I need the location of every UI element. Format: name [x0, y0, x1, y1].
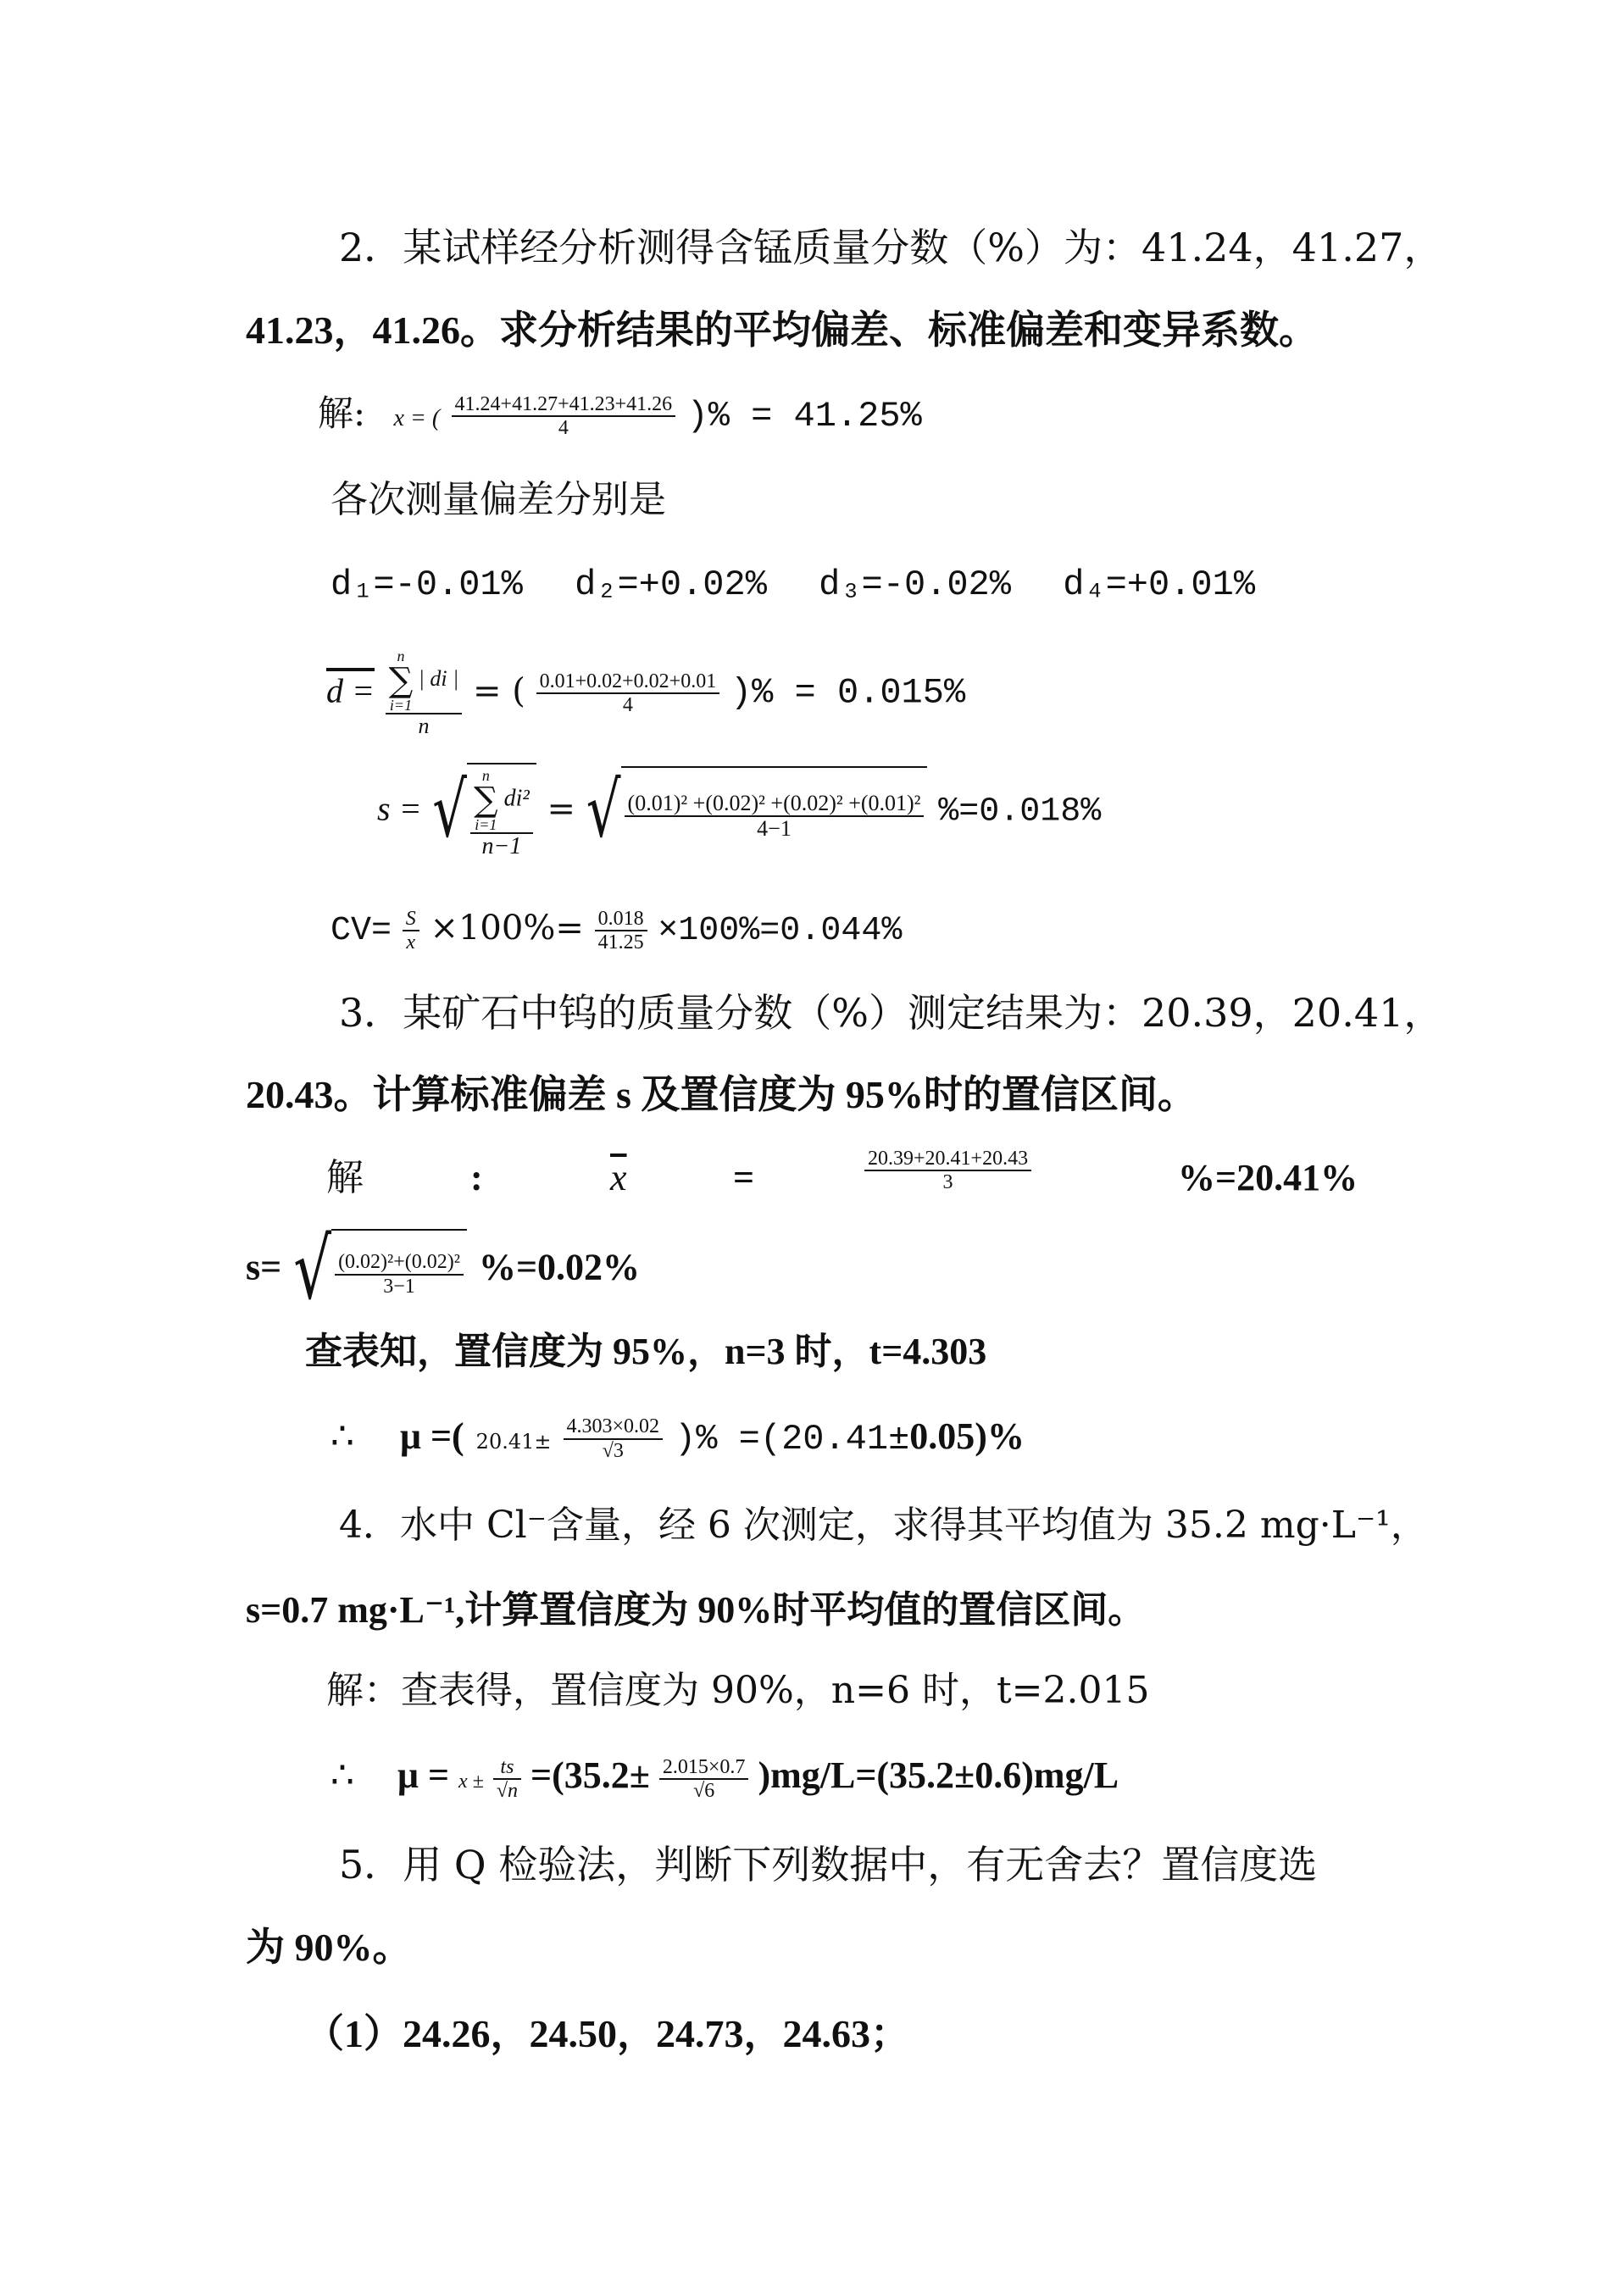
q2-s-sum-top: n	[481, 767, 490, 784]
q2-dbar-fraction2	[536, 670, 720, 717]
sqrt-icon: √	[586, 767, 621, 856]
q3-mean-num: 20.39+20.41+20.43	[864, 1148, 1031, 1171]
sqrt-icon: √	[432, 767, 468, 856]
q2-s-eq: =	[547, 789, 576, 829]
q2-cv-f1-num: S	[403, 908, 419, 931]
q4-mu-f2-den: √6	[693, 1779, 715, 1802]
therefore-icon: ∴	[331, 1415, 354, 1458]
q5-text-line1: 5．用 Q 检验法，判断下列数据中，有无舍去？置信度选	[339, 1842, 1318, 1887]
q2-dbar-sum-top: n	[397, 648, 405, 664]
q3-text-line1: 3．某矿石中钨的质量分数（%）测定结果为：20.39，20.41，	[339, 990, 1443, 1036]
q2-std-deviation-formula	[377, 763, 1101, 860]
q3-mu-rhs2: 0.05)%	[909, 1415, 1025, 1457]
q3-mean-den: 3	[942, 1171, 953, 1194]
q2-dev-1: d₁=-0.01%	[331, 564, 523, 605]
q3-s-fraction	[335, 1251, 464, 1298]
q5-text-line2: 为 90%。	[246, 1926, 412, 1969]
q2-dbar-sum-bot: i=1	[389, 697, 413, 714]
q2-s-sqrt2	[586, 766, 928, 856]
q3-mu-den: √3	[602, 1439, 624, 1462]
q2-mean-lhs: x = (	[393, 405, 441, 431]
q2-cv-f2-num: 0.018	[595, 908, 647, 931]
q2-cv-f2-den: 41.25	[597, 931, 644, 953]
q3-mu-formula	[331, 1403, 1025, 1476]
q3-s-num: (0.02)²+(0.02)²	[335, 1251, 464, 1275]
q2-s-sum-bot: i=1	[475, 816, 497, 833]
q3-s-den: 3−1	[383, 1275, 415, 1298]
q2-s-sum	[474, 768, 498, 832]
q3-mean-rhs: %=20.41%	[1178, 1157, 1358, 1198]
q4-mu-fraction2	[659, 1756, 749, 1803]
q2-dev-3: d₃=-0.02%	[819, 564, 1011, 605]
q2-s-num	[470, 768, 533, 834]
q2-mean-den: 4	[558, 417, 569, 439]
q2-dbar-rhs: )% = 0.015%	[730, 672, 966, 714]
q2-dbar-symbol: d =	[326, 671, 375, 710]
q2-s-den2: 4−1	[757, 816, 792, 842]
q3-mu-fraction	[564, 1415, 664, 1462]
q4-mu-fraction1	[493, 1756, 521, 1803]
q4-mu-f2-num: 2.015×0.7	[659, 1756, 749, 1780]
q2-mean-num: 41.24+41.27+41.23+41.26	[452, 393, 676, 417]
q3-mu-rhs1: )% =(20.41±	[675, 1419, 910, 1459]
q3-mean-formula	[0, 1148, 1622, 1220]
q4-mu-mid: =(35.2±	[530, 1754, 650, 1796]
q2-cv-mid: ×100%=	[430, 909, 584, 948]
q2-s-sqrt1	[432, 763, 536, 860]
q3-s-rhs: %=0.02%	[478, 1246, 641, 1288]
q2-cv-fraction1	[403, 908, 419, 954]
q3-text-line2: 20.43。计算标准偏差 s 及置信度为 95%时的置信区间。	[246, 1073, 1197, 1116]
q2-dbar-num	[386, 648, 463, 714]
therefore-icon: ∴	[331, 1754, 354, 1796]
q2-dbar-num2: 0.01+0.02+0.02+0.01	[536, 670, 720, 694]
q3-s-sqrt	[293, 1220, 467, 1319]
q2-cv-rhs: ×100%=0.044%	[658, 912, 903, 950]
q2-dbar-fraction	[386, 648, 463, 739]
q2-s-fraction	[470, 768, 533, 860]
q2-dev-intro: 各次测量偏差分别是	[331, 478, 666, 521]
q2-dev-2: d₂=+0.02%	[575, 564, 767, 605]
q5-item-1: （1）24.26，24.50，24.73，24.63；	[305, 2012, 909, 2055]
q2-cv-f1-den: x	[406, 931, 416, 953]
q2-avg-deviation-formula	[326, 648, 965, 739]
q4-mu-lhs: μ =	[397, 1754, 450, 1796]
q2-s-fraction2	[625, 792, 925, 842]
q3-xbar: $\overline{x}$	[610, 1157, 627, 1198]
sigma-symbol: ∑	[474, 781, 498, 820]
q2-cv-formula	[331, 898, 902, 961]
q2-s-num2: (0.01)² +(0.02)² +(0.02)² +(0.01)²	[625, 792, 925, 818]
q4-mu-f1-den: √n	[496, 1779, 519, 1802]
q2-dbar-sum-body: | di |	[418, 665, 459, 691]
q2-mean-formula	[318, 388, 922, 444]
q3-mu-lhs: μ =(	[400, 1415, 464, 1457]
q2-dbar-sum	[389, 648, 414, 713]
q4-mu-f1-num: ts	[493, 1756, 521, 1780]
q2-s-lhs: s =	[377, 789, 422, 828]
q3-mean-fraction	[864, 1148, 1031, 1194]
q2-s-den: n−1	[481, 833, 522, 859]
q4-text-line2: s=0.7 mg·L⁻¹,计算置信度为 90%时平均值的置信区间。	[246, 1589, 1146, 1631]
q2-sol-label: 解:	[318, 392, 366, 434]
q4-text-line1: 4．水中 Cl⁻含量，经 6 次测定，求得其平均值为 35.2 mg·L⁻¹，	[339, 1504, 1428, 1547]
q4-mu-rhs: )mg/L=(35.2±0.6)mg/L	[758, 1754, 1119, 1796]
q4-table-line: 解：查表得，置信度为 90%，n=6 时，t=2.015	[326, 1669, 1150, 1712]
q2-dev-4: d₄=+0.01%	[1063, 564, 1256, 605]
q3-s-lhs: s=	[246, 1246, 282, 1288]
q2-dev-list	[331, 559, 1255, 610]
q3-eq: =	[733, 1157, 755, 1198]
q3-table-line: 查表知，置信度为 95%，n=3 时，t=4.303	[305, 1331, 987, 1372]
sigma-symbol: ∑	[388, 661, 414, 700]
q3-mu-num: 4.303×0.02	[564, 1415, 664, 1439]
q2-dbar-eq: = (	[473, 671, 525, 711]
q2-text-line2: 41.23，41.26。求分析结果的平均偏差、标准偏差和变异系数。	[246, 309, 1318, 352]
q2-dbar-den: n	[418, 714, 430, 738]
q3-std-formula	[246, 1220, 641, 1319]
q2-cv-fraction2	[595, 908, 647, 954]
q4-mu-x: x ±	[458, 1771, 484, 1793]
q2-mean-rhs: )% = 41.25%	[686, 396, 922, 436]
q2-dbar-den2: 4	[622, 694, 633, 717]
q2-mean-fraction	[452, 393, 676, 440]
q2-cv-lhs: CV=	[331, 912, 392, 950]
q3-sol-label: 解	[326, 1156, 364, 1199]
q3-colon: :	[470, 1157, 483, 1198]
q2-s-rhs: %=0.018%	[938, 792, 1102, 831]
q4-mu-formula	[331, 1742, 1119, 1815]
q2-text-line1: 2．某试样经分析测得含锰质量分数（%）为：41.24，41.27，	[339, 225, 1443, 270]
q3-mu-a: 20.41±	[475, 1430, 552, 1454]
q2-s-sum-body: di²	[503, 785, 530, 812]
sqrt-icon: √	[293, 1220, 332, 1319]
